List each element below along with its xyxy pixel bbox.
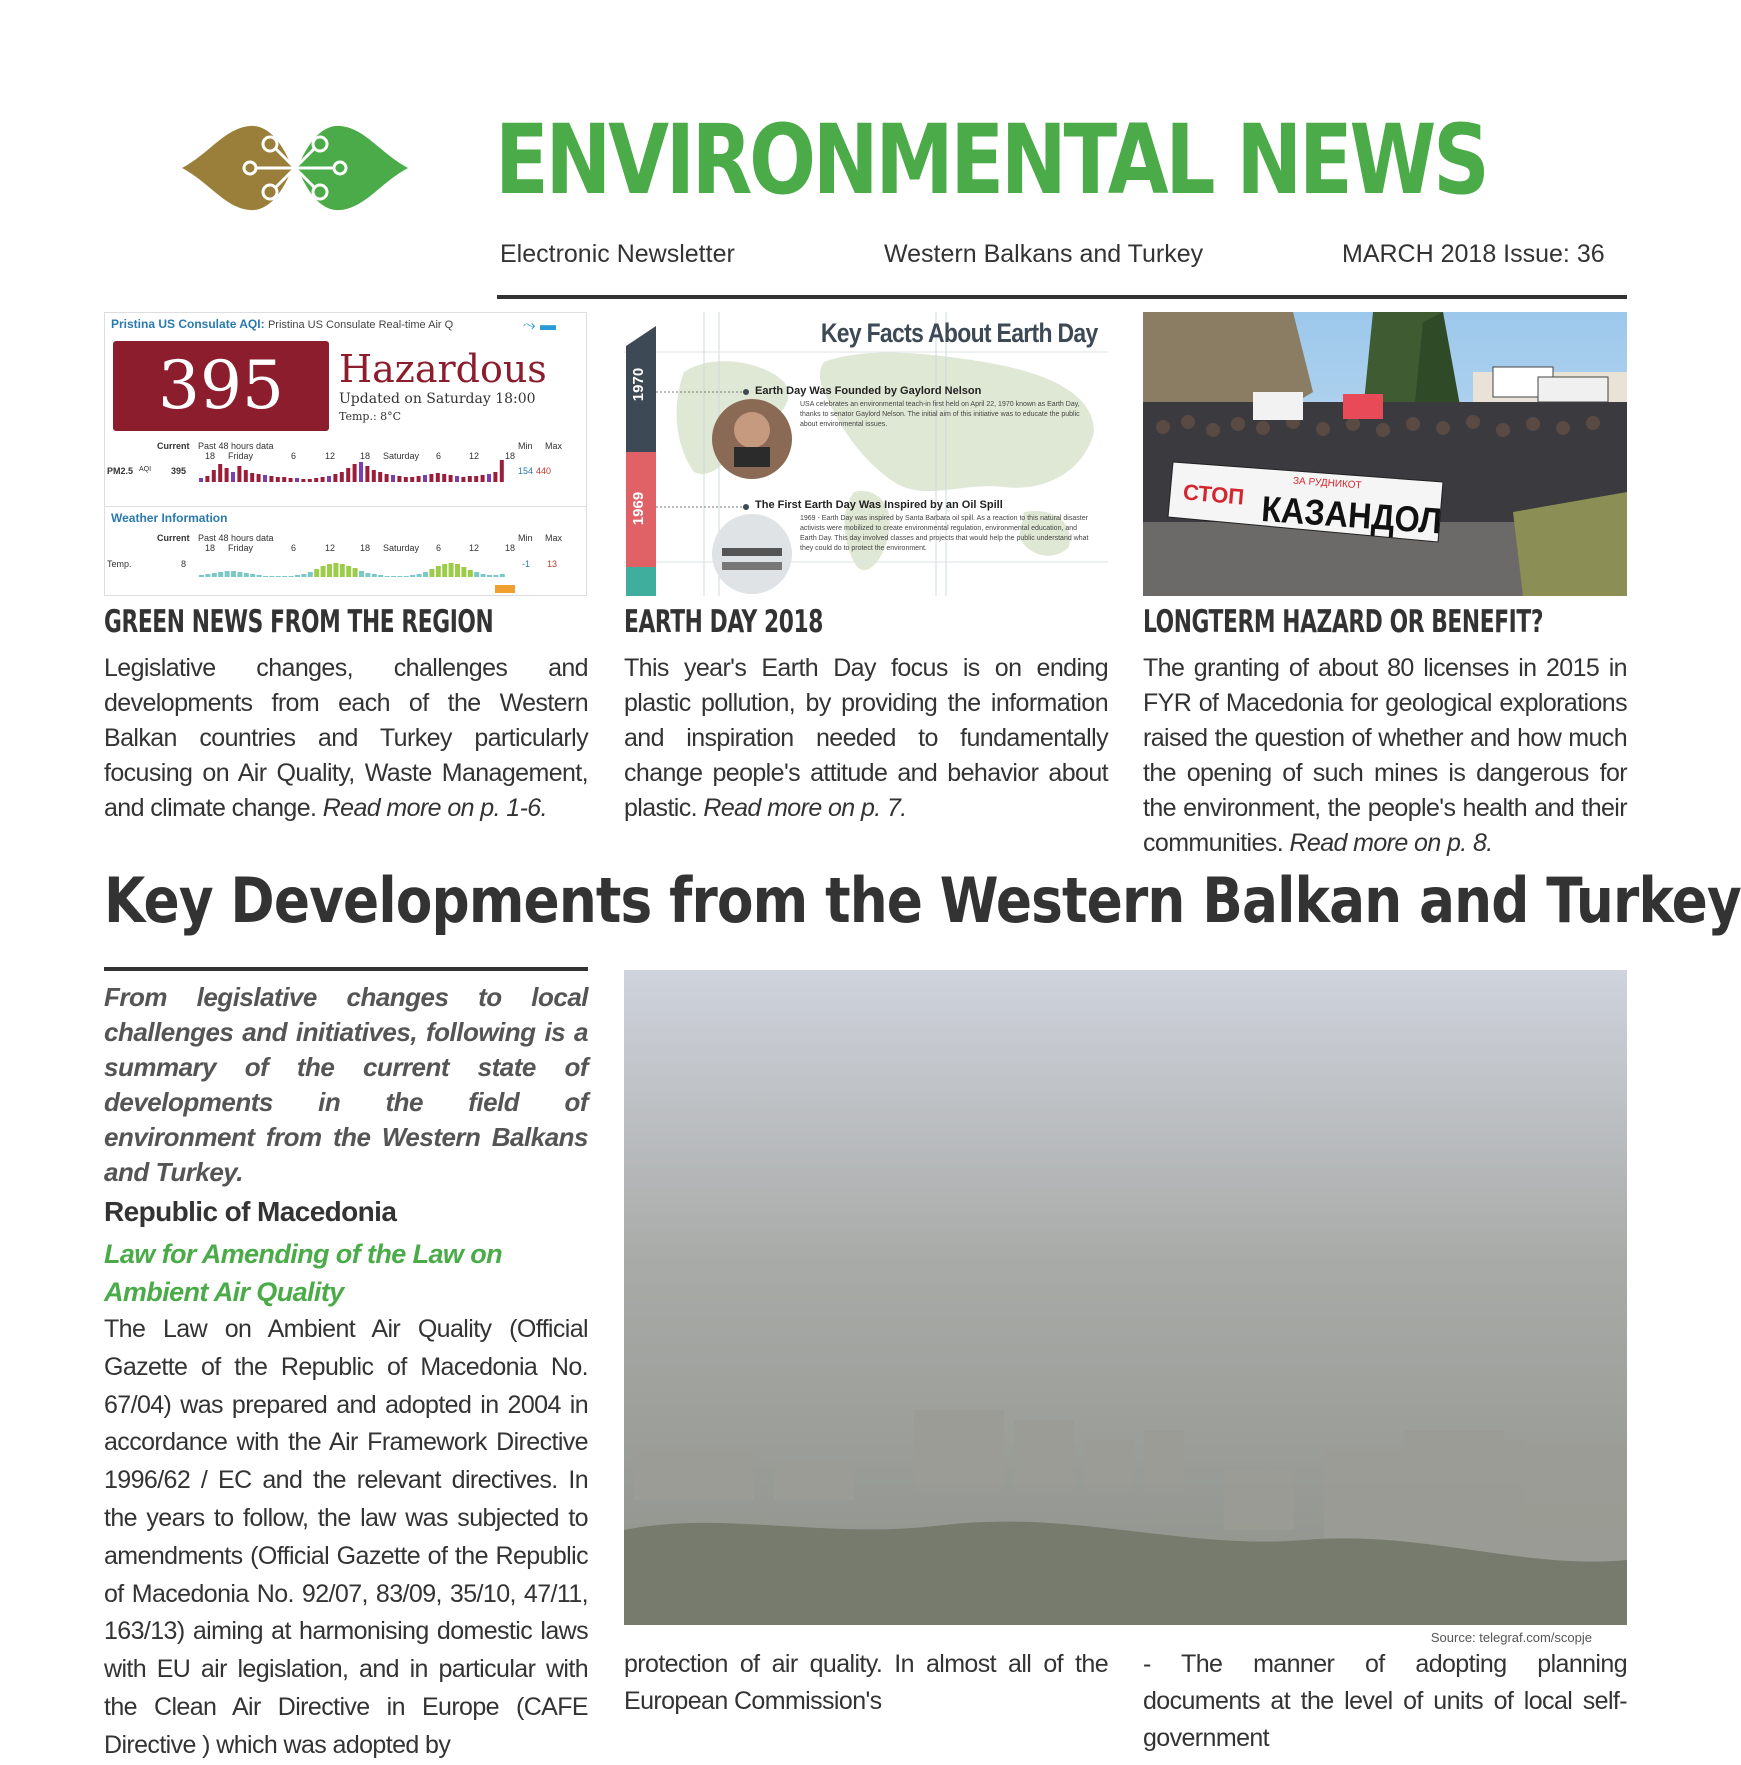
- pm-unit: AQI: [139, 466, 152, 473]
- temp-bar: [359, 571, 364, 577]
- section-text: Legislative changes, challenges and developments from each of the Western Balkan countries and Turkey particularly focusing on Air Quality, Waste Management, and climate change.: [104, 654, 588, 822]
- temp-bar: [442, 564, 447, 577]
- weather-tick-18: 18: [205, 543, 216, 553]
- country-heading: Republic of Macedonia: [104, 1196, 397, 1227]
- temp-bar: [417, 574, 422, 577]
- tick-saturday: Saturday: [383, 451, 420, 461]
- read-more-link[interactable]: Read more on p. 8.: [1289, 829, 1493, 857]
- temp-bar: [385, 576, 390, 577]
- weather-current-label: Current: [157, 533, 190, 543]
- temp-bar: [244, 573, 249, 577]
- temp-bar: [276, 576, 281, 577]
- temp-bar: [340, 564, 345, 577]
- temp-bar: [397, 576, 402, 577]
- temp-bar: [372, 574, 377, 577]
- pm-bar: [225, 468, 229, 482]
- temp-bar: [346, 566, 351, 577]
- temp-bar: [500, 574, 505, 577]
- temp-bar: [391, 576, 396, 577]
- section-text: The granting of about 80 licenses in 2015 in FYR of Macedonia for geological explorations raised the question of whether and how much the opening of such mines is dangerous for the environment, the people's health and their communities.: [1143, 654, 1627, 857]
- aqi-updated: Updated on Saturday 18:00: [339, 391, 536, 407]
- smog-scene-graphic: [624, 970, 1627, 1625]
- fact2-title: The First Earth Day Was Inspired by an Oil Spill: [755, 499, 1003, 511]
- temp-bar: [237, 572, 242, 577]
- chart-max-label: Max: [545, 441, 563, 451]
- infographic-title: Key Facts About Earth Day: [821, 318, 1098, 348]
- pm-bar: [314, 478, 318, 482]
- pm-bar: [500, 460, 504, 482]
- temp-bar: [378, 575, 383, 577]
- intro-paragraph: From legislative changes to local challenges and initiatives, following is a summary of the current state of developments in the field of environment from the Western Balkans and Turkey.: [104, 982, 588, 1187]
- pm-bar: [410, 477, 414, 482]
- issue-info: MARCH 2018 Issue: 36: [1342, 240, 1605, 268]
- photo-caption: Source: telegraf.com/scopje: [1430, 1630, 1592, 1645]
- pm-bar: [199, 478, 203, 482]
- pm-bar: [282, 477, 286, 482]
- law-subheading: Law for Amending of the Law on Ambient Air Quality: [104, 1239, 502, 1307]
- temp-bar: [461, 567, 466, 577]
- tick-12b: 12: [469, 451, 480, 461]
- weather-tick-12b: 12: [469, 543, 480, 553]
- section-heading-longterm: LONGTERM HAZARD OR BENEFIT?: [1143, 604, 1544, 640]
- temp-bar: [205, 574, 210, 577]
- fact2-body: 1969 - Earth Day was inspired by Santa Barbara oil spill. As a reaction to this natural disaster activists were mobilized to create environmental regulation, environmental education, and Earth Day. This day involved classes and projects that would help the public understand what they could do to protect the environment.: [800, 515, 1089, 552]
- temp-bar: [289, 576, 294, 577]
- pm-bar: [468, 476, 472, 482]
- tick-6b: 6: [436, 451, 442, 461]
- aqi-widget-image: [104, 312, 587, 596]
- fact1-body: USA celebrates an environmental teach-in first held on April 22, 1970 known as Earth Day, thanks to senator Gaylord Nelson. The initial aim of this initiative was to educate the public about environmental issues.: [800, 401, 1080, 428]
- weather-tick-18c: 18: [505, 543, 516, 553]
- pm-bar: [231, 472, 235, 482]
- newsletter-type: Electronic Newsletter: [500, 240, 735, 268]
- tick-18c: 18: [505, 451, 516, 461]
- temp-current: 8: [181, 559, 187, 569]
- pm-bar: [378, 472, 382, 482]
- weather-min-label: Min: [518, 533, 533, 543]
- pm-bar: [455, 476, 459, 482]
- temp-bar: [436, 566, 441, 577]
- pm-bar: [474, 476, 478, 482]
- temp-bar: [449, 563, 454, 577]
- pm-bar: [333, 474, 337, 482]
- pm-bar: [417, 476, 421, 482]
- section-heading-green-news: GREEN NEWS FROM THE REGION: [104, 604, 494, 640]
- temp-bar: [231, 571, 236, 577]
- pm-bar: [308, 479, 312, 482]
- share-icon: ⤳ ▬: [522, 317, 556, 334]
- temp-bar: [321, 566, 326, 577]
- pm-bar: [276, 477, 280, 482]
- tick-18b: 18: [360, 451, 371, 461]
- section-body-green-news: [104, 651, 588, 826]
- temp-min: -1: [522, 559, 531, 569]
- temp-max: 13: [547, 559, 558, 569]
- pm-bar: [205, 476, 209, 482]
- temp-bar: [404, 576, 409, 577]
- temp-bar: [493, 575, 498, 577]
- tick-friday: Friday: [228, 451, 254, 461]
- pm-bar: [295, 478, 299, 482]
- section-text: This year's Earth Day focus is on ending plastic pollution, by providing the information and inspiration needed to fundamentally change people's attitude and behavior about plastic.: [624, 654, 1108, 822]
- pm-bar: [263, 475, 267, 482]
- tick-12: 12: [325, 451, 336, 461]
- weather-tick-saturday: Saturday: [383, 543, 420, 553]
- protest-scene-graphic: [1143, 312, 1627, 596]
- pm25-sparkline: [195, 456, 515, 484]
- temp-bar: [282, 576, 287, 577]
- tick-6: 6: [291, 451, 297, 461]
- temp-bar: [314, 569, 319, 577]
- temp-bar: [333, 563, 338, 577]
- weather-info-header: Weather Information: [105, 506, 586, 529]
- pm-bar: [423, 475, 427, 482]
- temp-bar: [410, 575, 415, 577]
- section-body-longterm: [1143, 651, 1627, 861]
- newsletter-region: Western Balkans and Turkey: [884, 240, 1204, 268]
- pm-bar: [359, 462, 363, 482]
- pm-bar: [346, 468, 350, 482]
- weather-tick-6b: 6: [436, 543, 442, 553]
- weather-tick-18b: 18: [360, 543, 371, 553]
- temp-bar: [468, 570, 473, 577]
- pm-bar: [372, 470, 376, 482]
- pm-max: 440: [536, 466, 552, 476]
- weather-past-label: Past 48 hours data: [198, 533, 274, 543]
- pm-bar: [250, 473, 254, 482]
- pm-label: PM2.5: [107, 466, 134, 476]
- pm-bar: [385, 474, 389, 482]
- pm-bar: [481, 475, 485, 482]
- pm-bar: [269, 476, 273, 482]
- temp-bar: [423, 572, 428, 577]
- aqi-value-box: 395: [113, 341, 329, 431]
- temp-bar: [487, 575, 492, 577]
- read-more-link[interactable]: Read more on p. 1-6.: [322, 794, 547, 822]
- pm-bar: [327, 476, 331, 482]
- pm-bar: [493, 472, 497, 482]
- tick-18: 18: [205, 451, 216, 461]
- banner-main-text: КАЗАНДОЛ: [1260, 488, 1444, 542]
- main-headline: Key Developments from the Western Balkan and Turkey: [104, 864, 1741, 937]
- temp-bar: [365, 573, 370, 577]
- pm-bar: [353, 464, 357, 482]
- temp-bar: [269, 576, 274, 577]
- pm-bar: [461, 477, 465, 482]
- temp-bar: [218, 572, 223, 577]
- weather-max-label: Max: [545, 533, 563, 543]
- pm-bar: [340, 472, 344, 482]
- pm-bar: [487, 474, 491, 482]
- smog-city-photo: [624, 970, 1627, 1625]
- aqi-temp: Temp.: 8°C: [339, 410, 402, 423]
- pm-bar: [449, 475, 453, 482]
- weather-tick-12: 12: [325, 543, 336, 553]
- temp-bar: [308, 572, 313, 577]
- temp-marker: [495, 585, 515, 593]
- temp-bar: [199, 575, 204, 577]
- pm-bar: [429, 474, 433, 482]
- temp-bar: [481, 574, 486, 577]
- banner-small-text: ЗА РУДНИКОТ: [1292, 475, 1362, 492]
- protest-photo: [1143, 312, 1627, 596]
- aqi-widget-header: [105, 313, 586, 335]
- temp-label: Temp.: [107, 559, 132, 569]
- temp-bar: [301, 574, 306, 577]
- intro-divider: [104, 967, 588, 971]
- temperature-sparkline: [195, 549, 515, 593]
- temp-bar: [295, 575, 300, 577]
- temp-bar: [327, 564, 332, 577]
- column-three-text: - The manner of adopting planning documents at the level of units of local self-government: [1143, 1650, 1627, 1752]
- temp-bar: [455, 564, 460, 577]
- year-1970-tag: 1970: [630, 367, 648, 402]
- temp-bar: [474, 572, 479, 577]
- temp-bar: [353, 568, 358, 577]
- pm-bar: [365, 466, 369, 482]
- law-body-text: The Law on Ambient Air Quality (Official Gazette of the Republic of Macedonia No. 67/04) was prepared and adopted in 2004 in accordance with the Air Framework Directive 1996/62 / EC and the relevant directives. In the years to follow, the law was subjected to amendments (Official Gazette of the Republic of Macedonia No. 92/07, 83/09, 35/10, 47/11, 163/13) aiming at harmonising domestic laws with EU air legislation, and in particular with the Clean Air Directive in Europe (CAFE Directive ) which was adopted by: [104, 1315, 588, 1759]
- pm-bar: [244, 470, 248, 482]
- weather-tick-friday: Friday: [228, 543, 254, 553]
- column-two-text: protection of air quality. In almost all of the European Commission's: [624, 1650, 1108, 1715]
- pm-bar: [218, 464, 222, 482]
- chart-current-label: Current: [157, 441, 190, 451]
- pm-bar: [397, 476, 401, 482]
- chart-past-label: Past 48 hours data: [198, 441, 274, 451]
- chart-min-label: Min: [518, 441, 533, 451]
- read-more-link[interactable]: Read more on p. 7.: [703, 794, 907, 822]
- pm-bar: [442, 474, 446, 482]
- pm-bar: [321, 477, 325, 482]
- fact1-title: Earth Day Was Founded by Gaylord Nelson: [755, 385, 982, 397]
- section-body-earth-day: [624, 651, 1108, 826]
- pm-bar: [289, 478, 293, 482]
- banner-stop-text: СТОП: [1182, 479, 1246, 510]
- aqi-status: Hazardous: [339, 347, 547, 391]
- pm-bar: [404, 477, 408, 482]
- pm-bar: [301, 479, 305, 482]
- temp-bar: [429, 569, 434, 577]
- temp-bar: [212, 573, 217, 577]
- pm-bar: [436, 473, 440, 482]
- newsletter-title: ENVIRONMENTAL NEWS: [495, 104, 1487, 216]
- earth-day-infographic: [624, 312, 1108, 596]
- aqi-header-sub: Pristina US Consulate Real-time Air Q: [267, 319, 454, 331]
- leaf-logo-icon: [180, 118, 410, 218]
- pm-bar: [237, 466, 241, 482]
- pm-current: 395: [171, 466, 187, 476]
- year-1969-tag: 1969: [630, 491, 648, 526]
- pm-min: 154: [518, 466, 534, 476]
- pm-bar: [212, 470, 216, 482]
- temp-bar: [250, 574, 255, 577]
- aqi-header-label: Pristina US Consulate AQI:: [111, 317, 265, 331]
- temp-bar: [263, 576, 268, 577]
- temp-bar: [257, 575, 262, 577]
- temp-bar: [225, 571, 230, 577]
- masthead-divider: [497, 295, 1627, 299]
- pm-bar: [391, 475, 395, 482]
- weather-tick-6: 6: [291, 543, 297, 553]
- section-heading-earth-day: EARTH DAY 2018: [624, 604, 823, 640]
- pm-bar: [257, 474, 261, 482]
